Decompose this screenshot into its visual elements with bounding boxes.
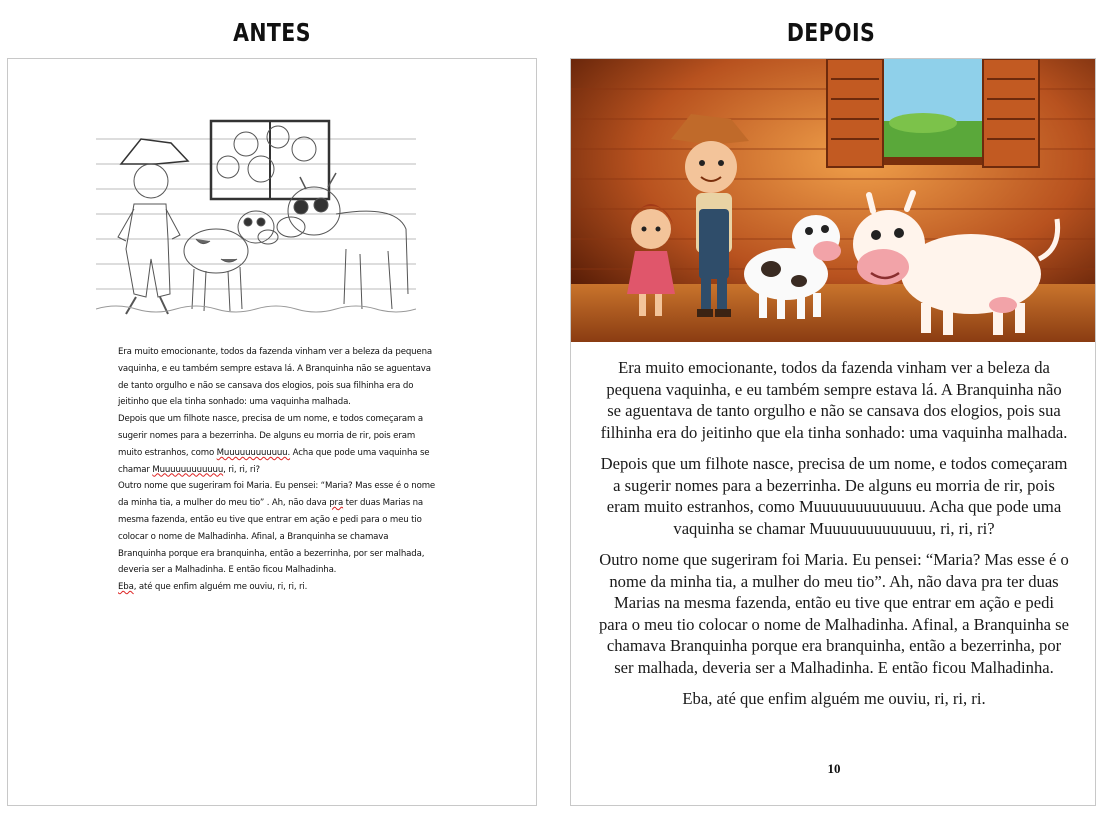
final-text xyxy=(599,357,1069,720)
final-paragraph: Depois que um filhote nasce, precisa de um nome, e todos começaram a sugerir nomes para a bezerrinha. De alguns eu morria de rir, pois eram muito estranhos, como Muuuuuuuuuuuuu. Acha que pode uma vaquinha se chamar Muuuuuuuuuuuuu, ri, ri, ri? xyxy=(600,454,1068,538)
page-number: 10 xyxy=(827,761,841,776)
page-after xyxy=(570,58,1096,806)
spellcheck-flag: pra xyxy=(329,498,344,509)
draft-paragraph: Depois que um filhote nasce, precisa de um nome, e todos começaram a sugerir nomes para a bezerrinha. De alguns eu morria de rir, pois eram muito estranhos, como Muuuuuuuuuuuu. Acha que pode uma vaquinha se chamar Muuuuuuuuuuuu, ri, ri, ri? xyxy=(118,414,430,475)
heading-before: ANTES xyxy=(233,18,311,47)
page-before xyxy=(7,58,537,806)
draft-paragraph: Era muito emocionante, todos da fazenda vinham ver a beleza da pequena vaquinha, e eu também sempre estava lá. A Branquinha não se aguentava de tanto orgulho e não se cansava dos elogios, pois sua filhinha era do jeitinho que ela tinha sonhado: uma vaquinha malhada. xyxy=(118,347,432,408)
final-paragraph: Outro nome que sugeriram foi Maria. Eu pensei: “Maria? Mas esse é o nome da minha tia, a mulher do meu tio”. Ah, não dava pra ter duas Marias na mesma fazenda, então eu tive que entrar em ação e pedi para o meu tio colocar o nome de Malhadinha. Afinal, a Branquinha se chamava Branquinha porque era branquinha, então a bezerrinha, por ser malhada, deveria ser a Malhadinha. E então ficou Malhadinha. xyxy=(599,550,1070,677)
heading-after: DEPOIS xyxy=(786,18,876,47)
color-illustration xyxy=(571,59,1096,342)
draft-paragraph: Eba, até que enfim alguém me ouviu, ri, ri, ri. xyxy=(118,582,308,593)
spellcheck-flag: Eba xyxy=(118,582,134,593)
spellcheck-flag: Muuuuuuuuuuuu. xyxy=(216,447,291,458)
sketch-illustration xyxy=(96,119,416,324)
final-paragraph: Era muito emocionante, todos da fazenda vinham ver a beleza da pequena vaquinha, e eu também sempre estava lá. A Branquinha não se aguentava de tanto orgulho e não se cansava dos elogios, pois sua filhinha era do jeitinho que ela tinha sonhado: uma vaquinha malhada. xyxy=(600,358,1068,442)
final-paragraph: Eba, até que enfim alguém me ouviu, ri, ri, ri. xyxy=(682,689,986,708)
draft-text xyxy=(118,344,438,596)
spellcheck-flag: Muuuuuuuuuuuu xyxy=(152,464,224,475)
draft-paragraph: Outro nome que sugeriram foi Maria. Eu pensei: “Maria? Mas esse é o nome da minha tia, a mulher do meu tio” . Ah, não dava pra ter duas Marias na mesma fazenda, então eu tive que entrar em ação e pedi para o meu tio colocar o nome de Malhadinha. Afinal, a Branquinha se chamava Branquinha porque era branquinha, então a bezerrinha, por ser malhada, deveria ser a Malhadinha. E então ficou Malhadinha. xyxy=(118,481,436,576)
